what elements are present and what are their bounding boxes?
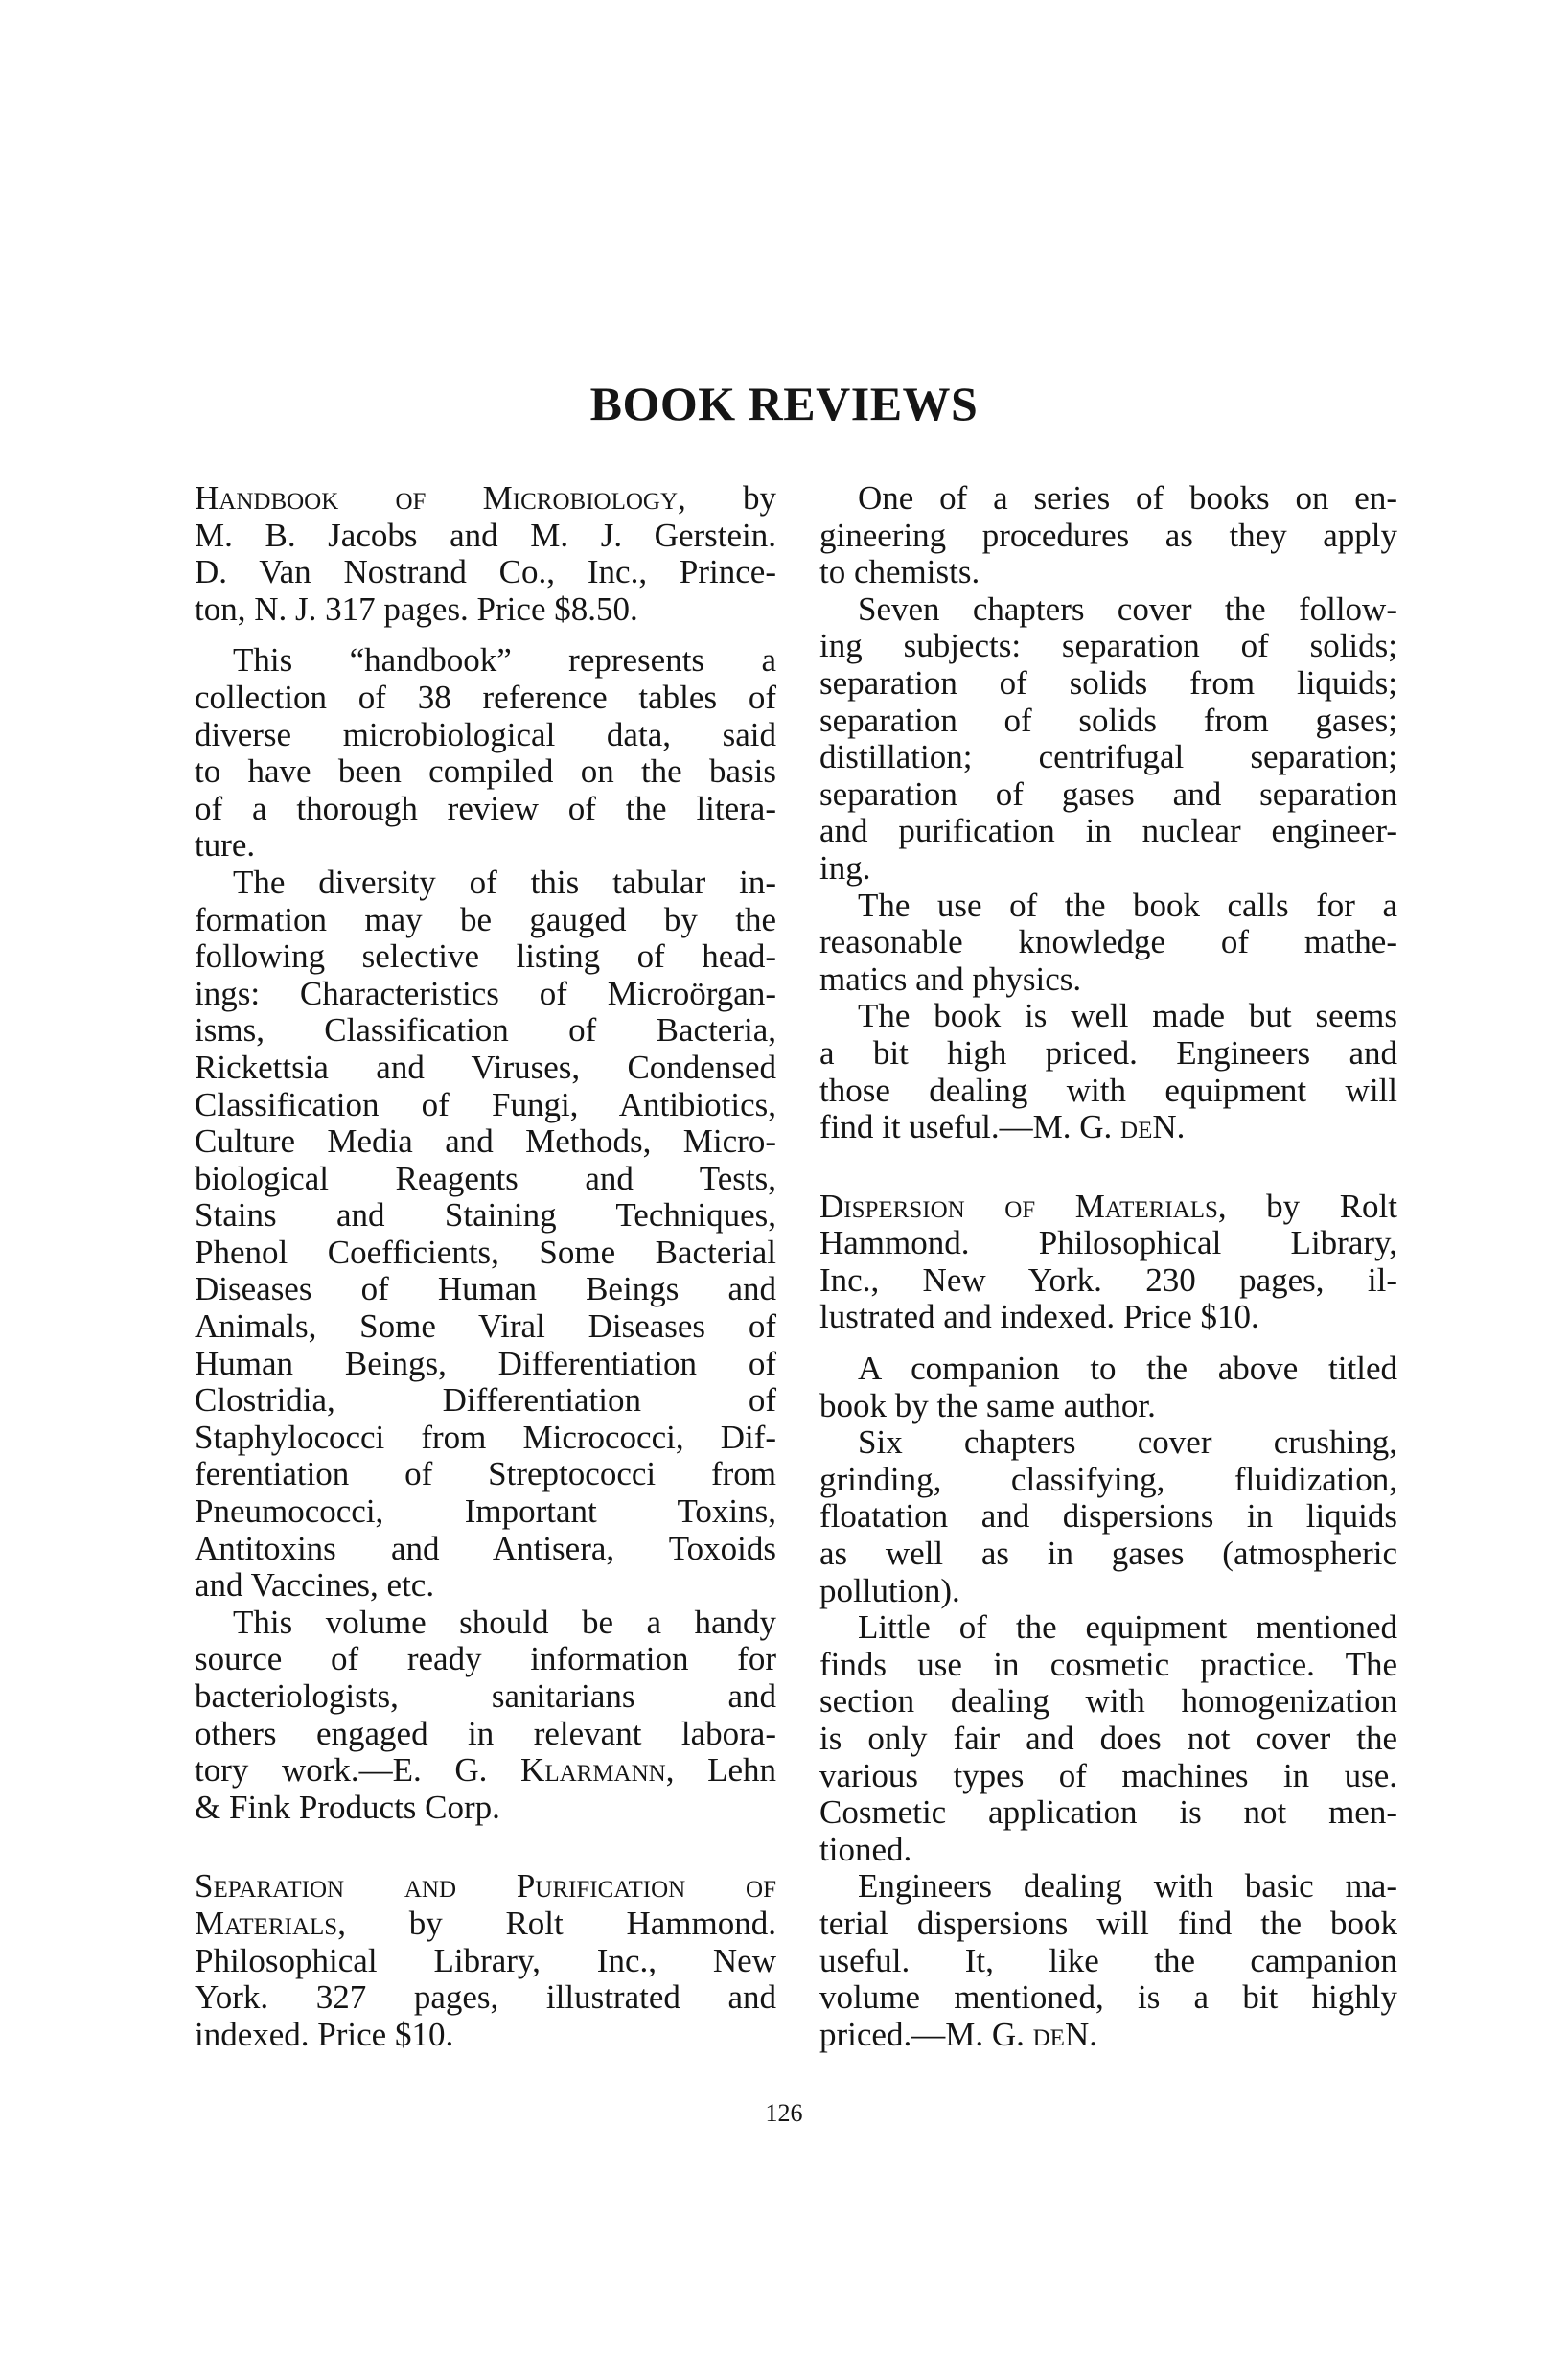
text-segment: This volume should be a handy <box>233 1603 776 1641</box>
text-segment: Hammond. Philosophical Library, <box>819 1224 1397 1262</box>
text-segment: section dealing with homogenization <box>819 1682 1397 1721</box>
text-segment: various types of machines in use. <box>819 1756 1397 1794</box>
text-line <box>819 1573 1397 1610</box>
text-segment: separation of solids from gases; <box>819 701 1397 739</box>
text-line <box>819 1073 1397 1110</box>
review-paragraph <box>195 865 776 1605</box>
text-segment: Human Beings, Differentiation of <box>195 1344 776 1382</box>
text-line <box>195 680 776 717</box>
text-segment: Little of the equipment mentioned <box>858 1608 1397 1647</box>
review-heading <box>195 480 776 628</box>
text-line <box>195 1382 776 1420</box>
text-line <box>195 1456 776 1493</box>
text-line <box>819 554 1397 591</box>
text-segment: , by <box>678 479 777 517</box>
text-segment: ing subjects: separation of solids; <box>819 627 1397 665</box>
text-line <box>819 1351 1397 1388</box>
text-segment: indexed. Price $10. <box>195 2015 454 2053</box>
text-segment: , Lehn <box>665 1751 776 1790</box>
text-segment: lustrated and indexed. Price $10. <box>819 1298 1259 1336</box>
text-line <box>195 1197 776 1235</box>
text-segment: Clostridia, Differentiation of <box>195 1381 776 1420</box>
review-paragraph <box>819 1424 1397 1609</box>
text-segment: bacteriologists, sanitarians and <box>195 1677 776 1715</box>
text-line <box>195 1868 776 1906</box>
text-line <box>195 554 776 591</box>
text-line <box>819 1109 1397 1146</box>
text-line <box>195 1752 776 1790</box>
text-line <box>819 591 1397 629</box>
text-line <box>195 1641 776 1678</box>
text-segment: and Vaccines, etc. <box>195 1566 435 1605</box>
text-line <box>819 1388 1397 1425</box>
text-segment: others engaged in relevant labora- <box>195 1714 776 1752</box>
text-line <box>819 1424 1397 1462</box>
text-segment: to chemists. <box>819 553 980 591</box>
text-line <box>195 1420 776 1457</box>
text-line <box>819 1906 1397 1943</box>
text-segment: Seven chapters cover the follow- <box>858 589 1397 628</box>
text-line <box>195 1906 776 1943</box>
text-segment: find it useful.—M. G. <box>819 1108 1121 1146</box>
text-segment: priced.—M. G. <box>819 2015 1033 2053</box>
left-column <box>195 480 776 2053</box>
text-line <box>195 1790 776 1827</box>
text-segment: collection of 38 reference tables of <box>195 678 776 716</box>
text-segment: Pneumococci, Important Toxins, <box>195 1492 776 1531</box>
review-heading <box>819 1189 1397 1336</box>
text-line <box>195 480 776 518</box>
text-line <box>819 703 1397 740</box>
text-segment: Culture Media and Methods, Micro- <box>195 1122 776 1161</box>
text-segment: matics and physics. <box>819 959 1082 998</box>
text-segment: useful. It, like the campanion <box>819 1941 1397 1979</box>
text-line <box>195 1567 776 1605</box>
text-line <box>819 1462 1397 1499</box>
text-line <box>819 1262 1397 1300</box>
text-segment: as well as in gases (atmospheric <box>819 1535 1397 1573</box>
text-segment: ton, N. J. 317 pages. Price $8.50. <box>195 589 638 628</box>
text-line <box>195 1271 776 1308</box>
review-paragraph <box>819 998 1397 1145</box>
text-segment: formation may be gauged by the <box>195 900 776 938</box>
text-line <box>195 1678 776 1716</box>
text-segment: This “handbook” represents a <box>233 641 776 680</box>
text-line <box>819 1647 1397 1684</box>
text-segment: isms, Classification of Bacteria, <box>195 1011 776 1050</box>
text-segment: D. Van Nostrand Co., Inc., Prince- <box>195 553 776 591</box>
text-line <box>195 518 776 555</box>
text-line <box>195 938 776 976</box>
text-line <box>195 591 776 629</box>
text-segment: diverse microbiological data, said <box>195 715 776 753</box>
text-segment: York. 327 pages, illustrated and <box>195 1978 776 2017</box>
text-line <box>195 791 776 828</box>
text-line <box>819 1035 1397 1073</box>
text-line <box>819 480 1397 518</box>
text-segment: Diseases of Human Beings and <box>195 1270 776 1308</box>
text-segment: of a thorough review of the litera- <box>195 789 776 827</box>
text-line <box>195 1979 776 2017</box>
text-segment: N. <box>1152 1108 1186 1146</box>
text-segment: and purification in nuclear engineer- <box>819 812 1397 850</box>
text-segment: The book is well made but seems <box>858 997 1397 1035</box>
text-segment: Antitoxins and Antisera, Toxoids <box>195 1529 776 1567</box>
review-paragraph <box>819 1868 1397 2053</box>
text-segment: Phenol Coefficients, Some Bacterial <box>195 1233 776 1271</box>
text-line <box>195 1235 776 1272</box>
text-line <box>819 518 1397 555</box>
text-segment: gineering procedures as they apply <box>819 516 1397 554</box>
text-line <box>195 717 776 754</box>
text-line <box>819 1721 1397 1758</box>
text-line <box>195 1161 776 1198</box>
review-paragraph <box>819 591 1397 888</box>
text-segment: ings: Characteristics of Microörgan- <box>195 974 776 1012</box>
text-line <box>819 2017 1397 2054</box>
text-segment: source of ready information for <box>195 1640 776 1678</box>
text-segment: A companion to the above titled <box>858 1350 1397 1388</box>
text-segment: The use of the book calls for a <box>858 886 1397 924</box>
text-segment: tioned. <box>819 1830 912 1868</box>
review-paragraph <box>819 888 1397 999</box>
text-segment: & Fink Products Corp. <box>195 1788 500 1826</box>
text-line <box>819 961 1397 999</box>
text-line <box>195 865 776 902</box>
review-paragraph <box>819 1609 1397 1868</box>
text-line <box>195 1943 776 1980</box>
text-segment: volume mentioned, is a bit highly <box>819 1978 1397 2017</box>
text-segment: finds use in cosmetic practice. The <box>819 1645 1397 1683</box>
text-segment: distillation; centrifugal separation; <box>819 738 1397 776</box>
text-segment: those dealing with equipment will <box>819 1071 1397 1109</box>
review-paragraph <box>195 642 776 865</box>
text-line <box>195 1716 776 1753</box>
text-segment: Inc., New York. 230 pages, il- <box>819 1260 1397 1299</box>
text-segment: is only fair and does not cover the <box>819 1720 1397 1757</box>
text-line <box>195 976 776 1013</box>
text-line <box>195 1012 776 1050</box>
text-line <box>195 1050 776 1087</box>
text-line <box>819 1683 1397 1721</box>
text-line <box>195 1308 776 1346</box>
text-line <box>819 1943 1397 1980</box>
text-segment: Classification of Fungi, Antibiotics, <box>195 1085 776 1123</box>
text-segment: Staphylococci from Micrococci, Dif- <box>195 1418 776 1456</box>
text-segment: de <box>1120 1108 1153 1146</box>
text-line <box>819 1536 1397 1573</box>
text-line <box>819 1794 1397 1832</box>
review-paragraph <box>819 1351 1397 1424</box>
text-segment: Handbook of Microbiology <box>195 479 679 517</box>
text-segment: Philosophical Library, Inc., New <box>195 1941 776 1979</box>
text-segment: The diversity of this tabular in- <box>233 863 776 901</box>
text-segment: Rickettsia and Viruses, Condensed <box>195 1048 776 1086</box>
page-number: 126 <box>765 2099 803 2127</box>
text-segment: N. <box>1064 2015 1097 2053</box>
text-line <box>195 902 776 939</box>
text-segment: to have been compiled on the basis <box>195 752 776 791</box>
text-line <box>819 1225 1397 1262</box>
text-line <box>819 1498 1397 1536</box>
text-line <box>819 628 1397 665</box>
text-segment: reasonable knowledge of mathe- <box>819 923 1397 961</box>
text-segment: Separation and Purification of <box>195 1867 776 1906</box>
text-segment: , by Rolt Hammond. <box>337 1904 776 1942</box>
text-segment: floatation and dispersions in liquids <box>819 1497 1397 1536</box>
text-segment: M. B. Jacobs and M. J. Gerstein. <box>195 516 776 554</box>
review-paragraph <box>819 480 1397 591</box>
text-segment: pollution). <box>819 1571 960 1609</box>
right-column <box>819 480 1397 2053</box>
text-segment: Cosmetic application is not men- <box>819 1793 1397 1832</box>
text-line <box>195 1346 776 1383</box>
text-line <box>819 813 1397 850</box>
text-segment: separation of solids from liquids; <box>819 663 1397 702</box>
text-segment: a bit high priced. Engineers and <box>819 1033 1397 1072</box>
text-segment: book by the same author. <box>819 1386 1156 1424</box>
text-line <box>819 1979 1397 2017</box>
text-line <box>819 1832 1397 1869</box>
text-line <box>195 2017 776 2054</box>
text-segment: Engineers dealing with basic ma- <box>858 1867 1397 1906</box>
text-segment: Klarmann <box>520 1751 666 1790</box>
text-line <box>819 1868 1397 1906</box>
text-segment: biological Reagents and Tests, <box>195 1159 776 1197</box>
text-segment: grinding, classifying, fluidization, <box>819 1460 1397 1498</box>
text-line <box>195 1531 776 1568</box>
text-line <box>819 1299 1397 1336</box>
text-line <box>819 1189 1397 1226</box>
text-line <box>819 1609 1397 1647</box>
review-paragraph <box>195 1605 776 1827</box>
text-line <box>195 1087 776 1124</box>
text-segment: ing. <box>819 848 871 887</box>
text-line <box>819 924 1397 961</box>
text-segment: Animals, Some Viral Diseases of <box>195 1307 776 1346</box>
text-line <box>195 1493 776 1531</box>
text-segment: terial dispersions will find the book <box>819 1904 1397 1942</box>
text-segment: following selective listing of head- <box>195 937 776 976</box>
text-line <box>195 753 776 791</box>
text-line <box>819 888 1397 925</box>
text-line <box>819 739 1397 776</box>
text-segment: , by Rolt <box>1217 1187 1397 1225</box>
text-line <box>195 1605 776 1642</box>
text-segment: separation of gases and separation <box>819 774 1397 813</box>
text-segment: Materials <box>195 1904 338 1942</box>
text-segment: ferentiation of Streptococci from <box>195 1455 776 1493</box>
text-line <box>195 642 776 680</box>
text-segment: Stains and Staining Techniques, <box>195 1196 776 1235</box>
page-title: BOOK REVIEWS <box>589 377 979 430</box>
text-segment: de <box>1032 2015 1065 2053</box>
text-line <box>819 998 1397 1035</box>
text-line <box>819 1758 1397 1795</box>
text-line <box>195 827 776 865</box>
text-segment: Six chapters cover crushing, <box>858 1423 1397 1462</box>
text-line <box>819 776 1397 814</box>
review-heading <box>195 1868 776 2053</box>
text-segment: ture. <box>195 826 256 865</box>
text-line <box>819 665 1397 703</box>
text-line <box>195 1123 776 1161</box>
text-segment: One of a series of books on en- <box>858 479 1397 517</box>
text-segment: Dispersion of Materials <box>819 1187 1218 1225</box>
text-segment: tory work.—E. G. <box>195 1751 521 1790</box>
text-line <box>819 850 1397 888</box>
